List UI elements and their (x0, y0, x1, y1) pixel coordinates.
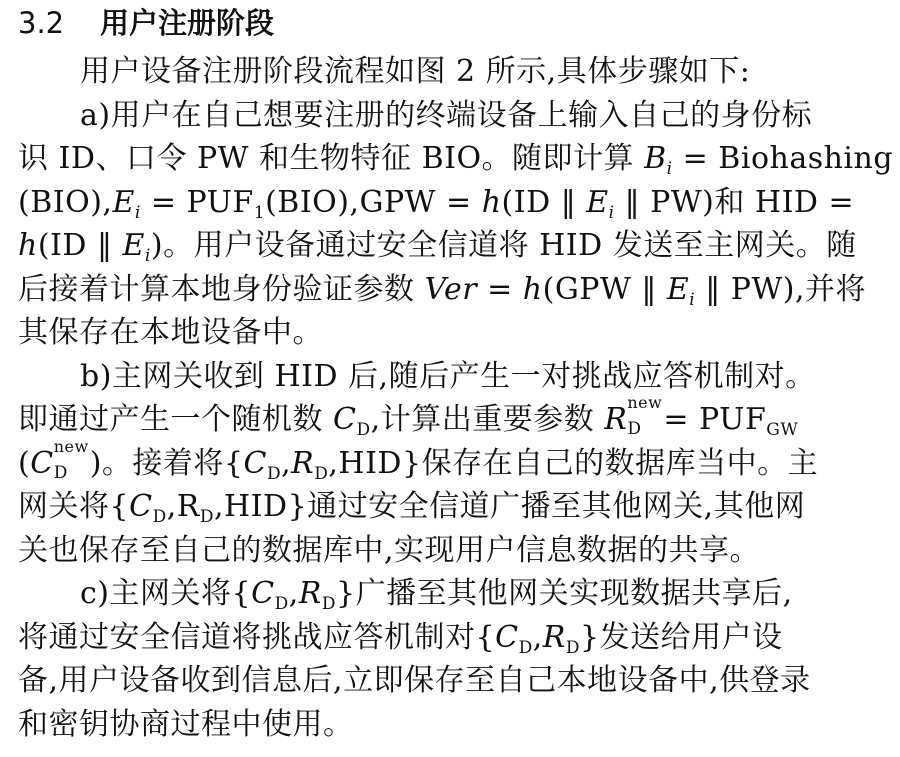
section-heading (18, 2, 274, 44)
step-c-paragraph (18, 572, 828, 746)
section-number: 3.2 (18, 6, 65, 40)
text-line: 即通过产生一个随机数 $C_D$,计算出重要参数 R new D = $PUF_{GW}$ (18, 393, 799, 440)
text-line: 和密钥协商过程中使用。 (18, 706, 354, 742)
text-line: c)主网关将$\{C_D,R_D\}$广播至其他网关实现数据共享后, (80, 576, 793, 614)
step-a-paragraph (18, 94, 894, 355)
text-line: 网关将$\{C_D,R_D,HID\}$通过安全信道广播至其他网关,其他网 (18, 489, 806, 527)
text-line: 后接着计算本地身份验证参数 Ver = h(GPW ‖ $E_i$ ‖ PW),并将 (18, 271, 867, 310)
text-line: 其保存在本地设备中。 (18, 315, 323, 350)
text-line: h(ID ‖ $E_i$)。用户设备通过安全信道将 HID 发送至主网关。随 (18, 228, 857, 266)
text-line: 识 ID、口令 PW 和生物特征 BIO。随即计算 $B_i$ = Biohashing (18, 141, 894, 179)
text-line: 备,用户设备收到信息后,立即保存至自己本地设备中,供登录 (18, 663, 811, 698)
step-b-paragraph (18, 355, 828, 573)
text-line: 将通过安全信道将挑战应答机制对$\{C_D,R_D\}$发送给用户设 (18, 619, 783, 658)
intro-paragraph: 用户设备注册阶段流程如图 2 所示,具体步骤如下: (80, 54, 751, 89)
text-line: $(BIO),E_i = PUF_1(BIO),GPW = h(ID$ ‖ $E_i$ ‖ PW)和 HID = (18, 184, 855, 223)
section-title: 用户注册阶段 (100, 6, 275, 40)
text-line: (C new D )。接着将$\{C_D,R_D,HID\}$保存在自己的数据库当中。主 (18, 436, 819, 484)
text-line: b)主网关收到 HID 后,随后产生一对挑战应答机制对。 (80, 358, 816, 394)
text-line: 关也保存至自己的数据库中,实现用户信息数据的共享。 (18, 532, 761, 568)
text-line: a)用户在自己想要注册的终端设备上输入自己的身份标 (80, 97, 813, 133)
section-body (18, 50, 894, 746)
